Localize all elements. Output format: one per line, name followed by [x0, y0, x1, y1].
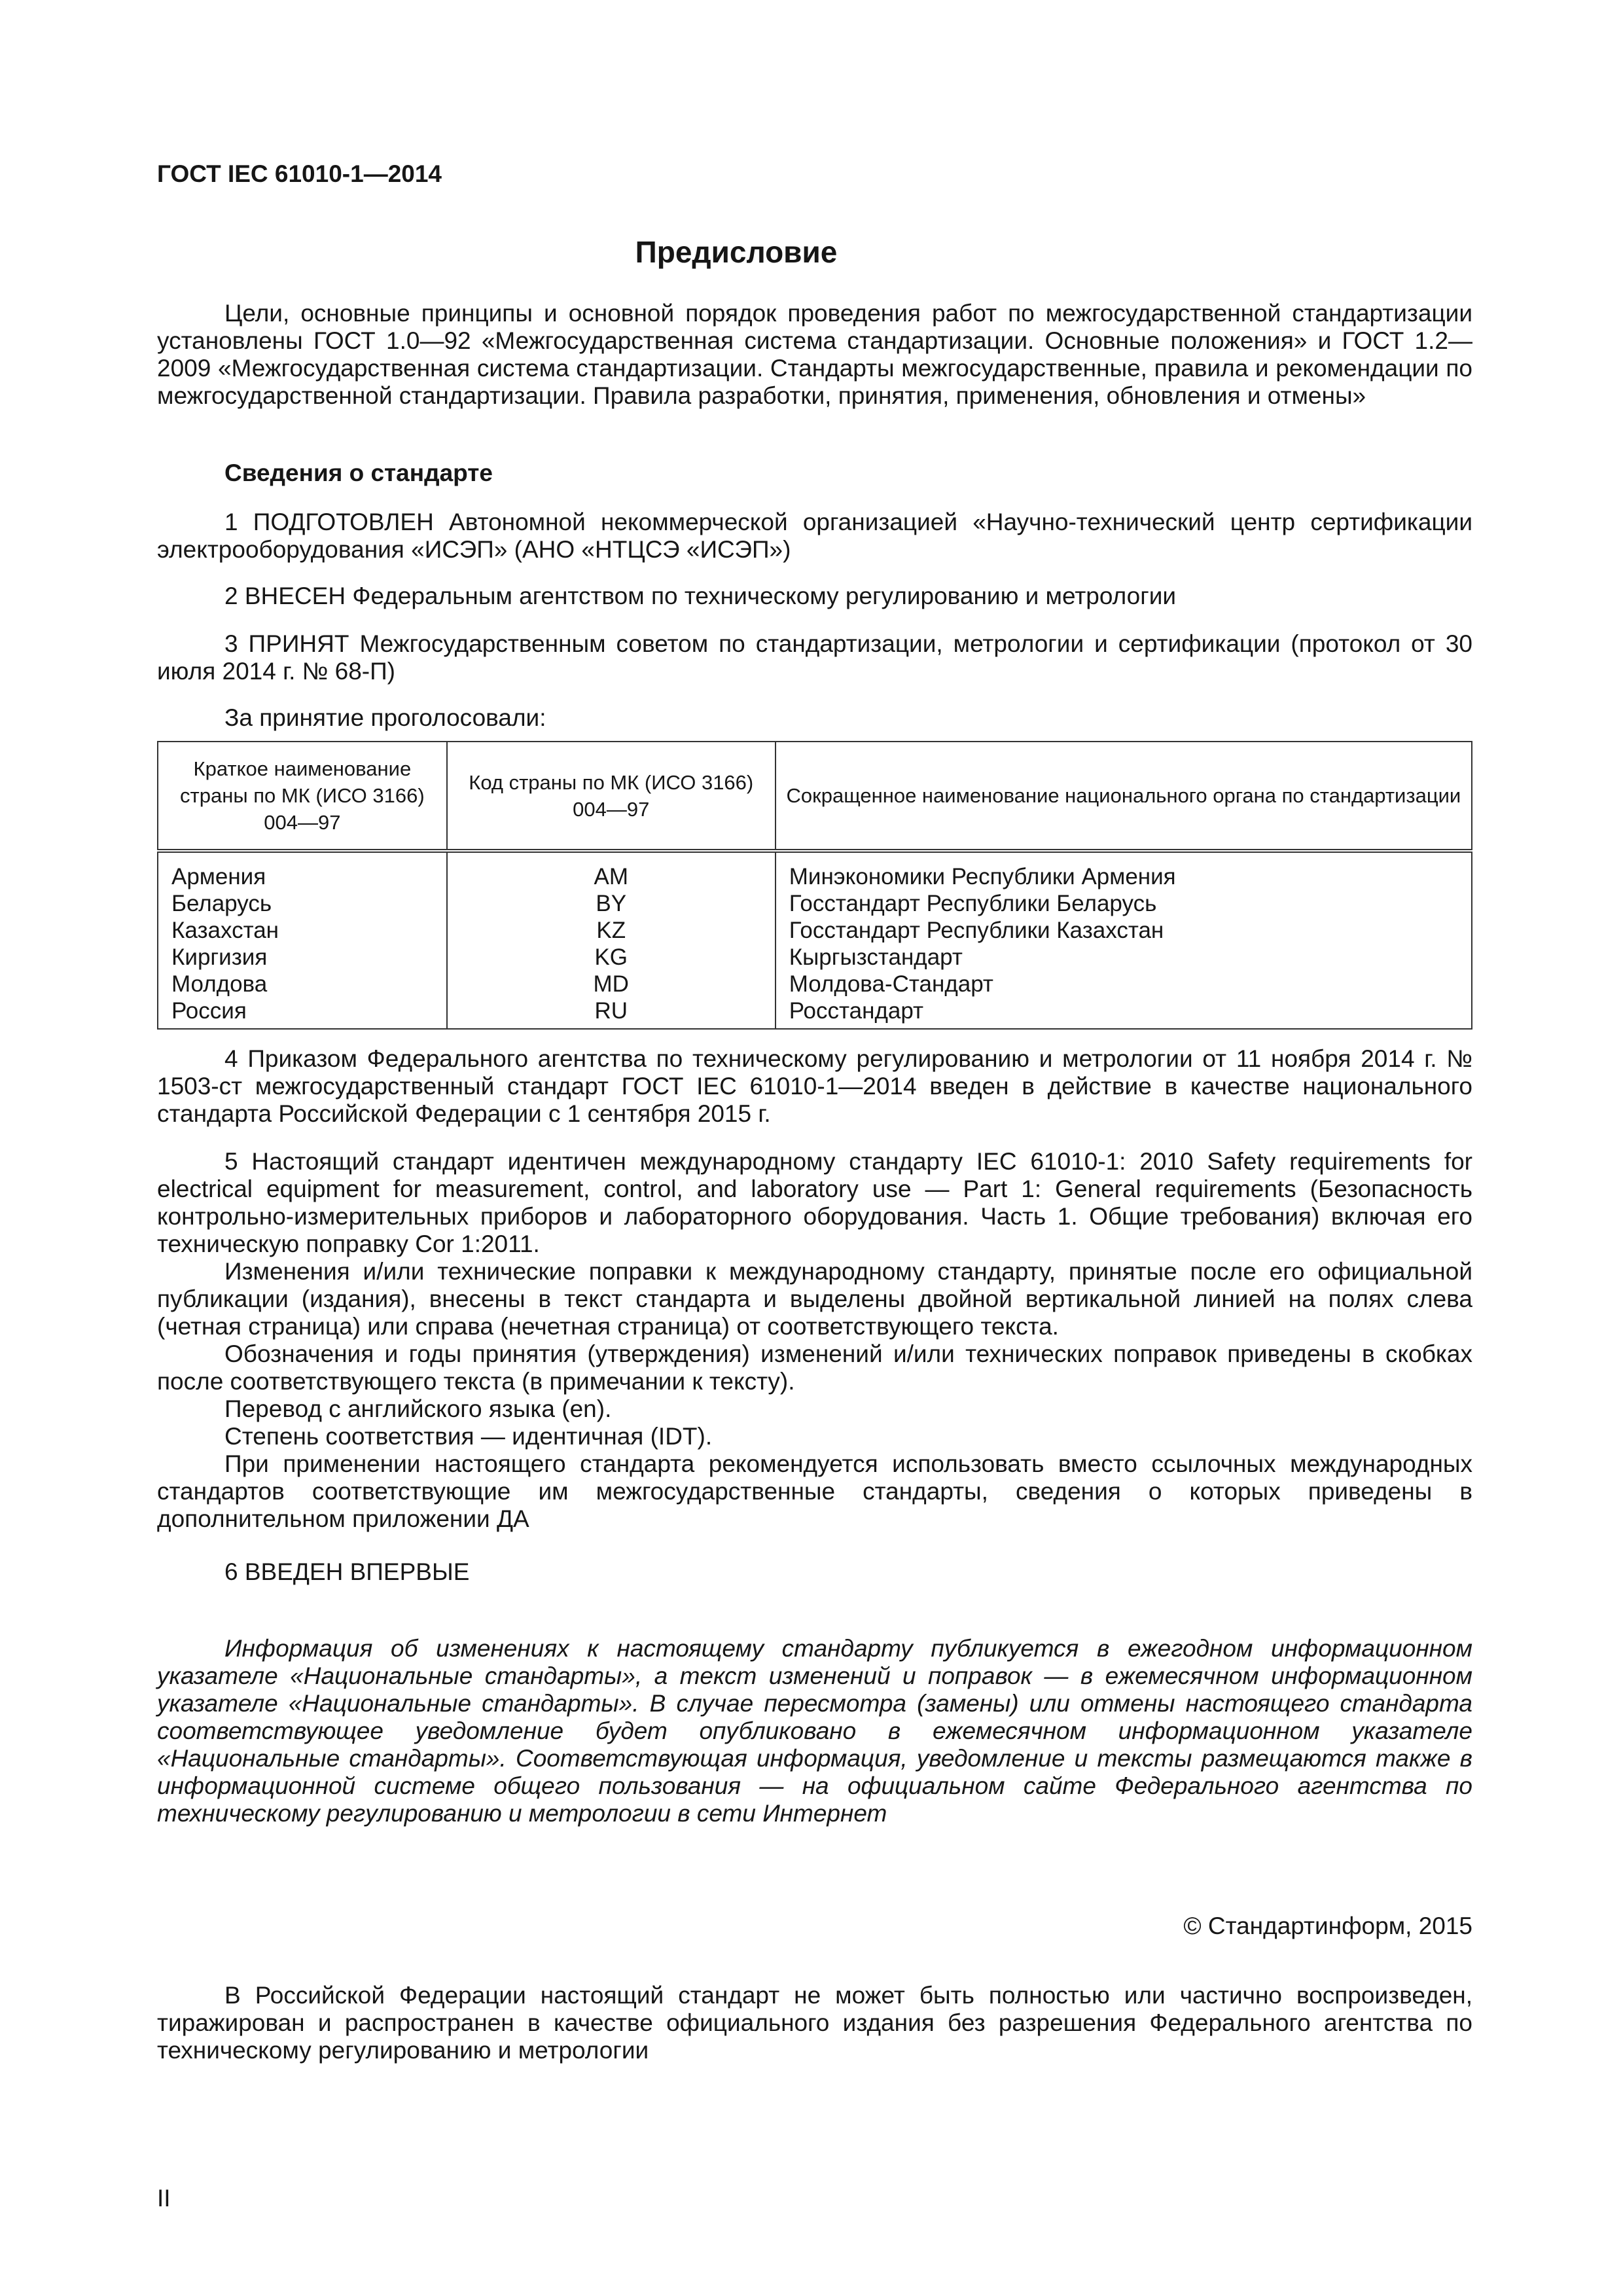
intro-paragraph: Цели, основные принципы и основной порядок проведения работ по межгосударственной стандартизации установлены ГОСТ 1.0—92 «Межгосударственная система стандартизации. Основные положения» и ГОСТ 1.2—2009 «Межгосударственная система стандартизации. Стандарты межгосударственные, правила и рекомендации по межгосударственной стандартизации. Правила разработки, принятия, применения, обновления и отмены»	[157, 300, 1472, 409]
page-title: Предисловие	[635, 235, 838, 269]
table-cell-organ: Молдова-Стандарт	[776, 971, 1472, 997]
table-cell-code: BY	[447, 890, 776, 917]
table-cell-country: Молдова	[158, 971, 447, 997]
item5-section	[157, 1148, 1472, 1533]
document-header: ГОСТ IEC 61010-1—2014	[157, 160, 442, 187]
table-cell-country: Беларусь	[158, 890, 447, 917]
item-5-degree: Степень соответствия — идентичная (IDT).	[224, 1423, 713, 1450]
table-cell-organ: Госстандарт Республики Беларусь	[776, 890, 1472, 917]
table-cell-code: RU	[447, 997, 776, 1029]
item-2: 2 ВНЕСЕН Федеральным агентством по техническому регулированию и метрологии	[224, 583, 1177, 609]
table-header-code: Код страны по МК (ИСО 3166) 004—97	[447, 742, 776, 851]
item-6: 6 ВВЕДЕН ВПЕРВЫЕ	[224, 1558, 470, 1585]
item-1: 1 ПОДГОТОВЛЕН Автономной некоммерческой организацией «Научно-технический центр сертификации электрооборудования «ИСЭП» (АНО «НТЦСЭ «ИСЭП»)	[157, 509, 1472, 563]
item6-section	[157, 1558, 1472, 1586]
about-heading: Сведения о стандарте	[224, 459, 493, 486]
table-header-country: Краткое наименование страны по МК (ИСО 3166) 004—97	[158, 742, 447, 851]
item2-section	[157, 583, 1472, 610]
about-section	[157, 459, 1472, 487]
table-cell-organ: Росстандарт	[776, 997, 1472, 1029]
intro-section	[157, 300, 1472, 410]
item-5-references: При применении настоящего стандарта рекомендуется использовать вместо ссылочных международных стандартов соответствующие им межгосударственные стандарты, сведения о которых приведены в дополнительном приложении ДА	[157, 1450, 1472, 1532]
info-paragraph: Информация об изменениях к настоящему стандарту публикуется в ежегодном информационном указателе «Национальные стандарты», а текст изменений и поправок — в ежемесячном информационном указателе «Национальные стандарты». В случае пересмотра (замены) или отмены настоящего стандарта соответствующее уведомление будет опубликовано в ежемесячном информационном указателе «Национальные стандарты». Соответствующая информация, уведомление и тексты размещаются также в информационной системе общего пользования — на официальном сайте Федерального агентства по техническому регулированию и метрологии в сети Интернет	[157, 1635, 1472, 1827]
table-row	[158, 890, 1472, 917]
copyright: © Стандартинформ, 2015	[1183, 1912, 1472, 1939]
item-4: 4 Приказом Федерального агентства по техническому регулированию и метрологии от 11 ноября 2014 г. № 1503-ст межгосударственный стандарт ГОСТ IEC 61010-1—2014 введен в действие в качестве национального стандарта Российской Федерации с 1 сентября 2015 г.	[157, 1045, 1472, 1127]
rights-section	[157, 1982, 1472, 2064]
table-row	[158, 997, 1472, 1029]
item-5-amendments: Изменения и/или технические поправки к международному стандарту, принятые после его официальной публикации (издания), внесены в текст стандарта и выделены двойной вертикальной линией на полях слева (четная страница) или справа (нечетная страница) от соответствующего текста.	[157, 1258, 1472, 1340]
item3-section	[157, 630, 1472, 685]
table-cell-code: KZ	[447, 917, 776, 944]
voted-section	[157, 704, 1472, 732]
item1-section	[157, 509, 1472, 564]
table-row	[158, 917, 1472, 944]
table-cell-country: Россия	[158, 997, 447, 1029]
page-number: II	[157, 2185, 171, 2212]
table-cell-organ: Минэкономики Республики Армения	[776, 851, 1472, 890]
table-header-row	[158, 742, 1472, 851]
info-section	[157, 1635, 1472, 1827]
table-cell-organ: Кыргызстандарт	[776, 944, 1472, 971]
member-countries-table	[157, 741, 1472, 1030]
voted-label: За принятие проголосовали:	[224, 704, 546, 731]
item4-section	[157, 1045, 1472, 1128]
table-cell-code: MD	[447, 971, 776, 997]
document-page	[157, 0, 1472, 2296]
item-5: 5 Настоящий стандарт идентичен международному стандарту IEC 61010-1: 2010 Safety requirements for electrical equipment for measurement, control, and laboratory use — Part 1: General requirements (Безопасность контрольно-измерительных приборов и лабораторного оборудования. Часть 1. Общие требования) включая его техническую поправку Cor 1:2011.	[157, 1148, 1472, 1257]
copyright-section	[157, 1912, 1472, 1940]
table-row	[158, 971, 1472, 997]
table-cell-code: KG	[447, 944, 776, 971]
table-row	[158, 944, 1472, 971]
table-row	[158, 851, 1472, 890]
table-cell-country: Казахстан	[158, 917, 447, 944]
rights-notice: В Российской Федерации настоящий стандарт не может быть полностью или частично воспроизведен, тиражирован и распространен в качестве официального издания без разрешения Федерального агентства по техническому регулированию и метрологии	[157, 1982, 1472, 2064]
item-5-translation: Перевод с английского языка (en).	[224, 1395, 612, 1422]
table-cell-country: Киргизия	[158, 944, 447, 971]
item-3: 3 ПРИНЯТ Межгосударственным советом по стандартизации, метрологии и сертификации (протокол от 30 июля 2014 г. № 68-П)	[157, 630, 1472, 685]
table-cell-organ: Госстандарт Республики Казахстан	[776, 917, 1472, 944]
table-cell-code: AM	[447, 851, 776, 890]
item-5-designations: Обозначения и годы принятия (утверждения) изменений и/или технических поправок приведены в скобках после соответствующего текста (в примечании к тексту).	[157, 1340, 1472, 1395]
table-cell-country: Армения	[158, 851, 447, 890]
table-header-organ: Сокращенное наименование национального органа по стандартизации	[776, 742, 1472, 851]
